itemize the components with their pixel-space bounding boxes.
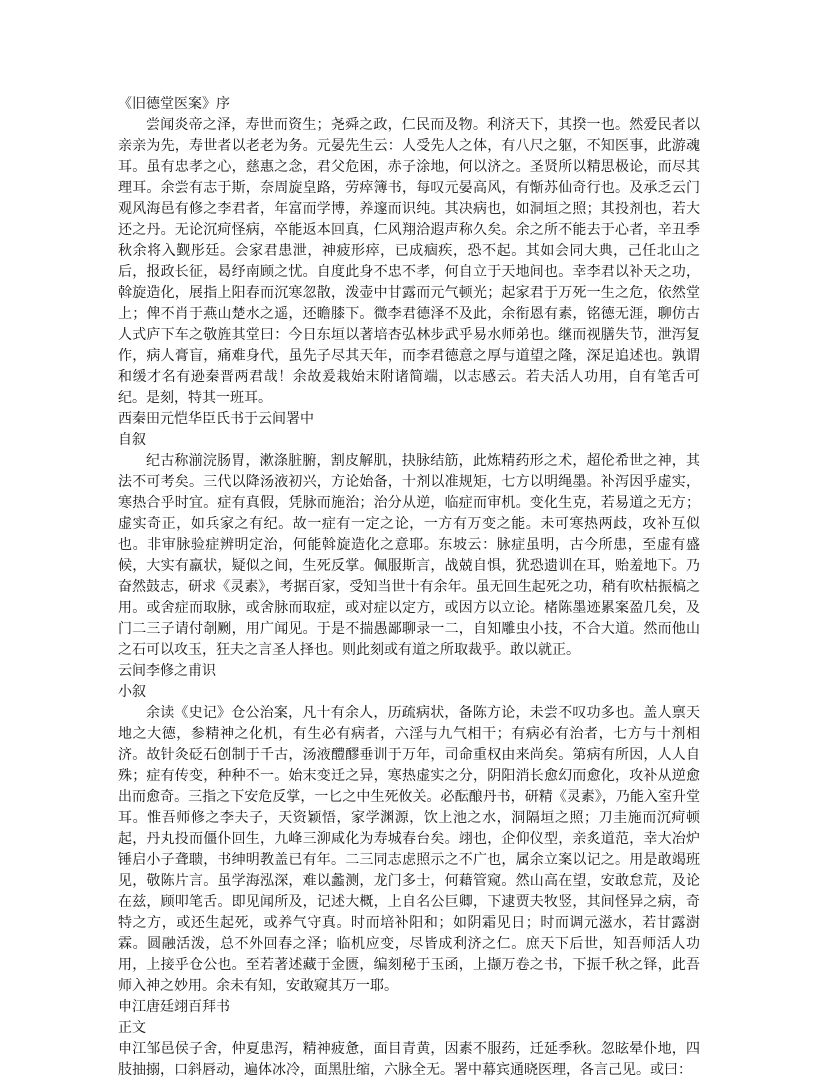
author-preface-section: [118, 430, 700, 682]
short-preface-paragraph: 余读《史记》仓公治案，凡十有余人，历疏病状，备陈方论，未尝不叹功多也。盖人禀天地之大德，参精神之化机，有生必有病者，六淫与九气相干；有病必有治者，七方与十剂相济。故针灸砭石创制于千古，汤液醴醪垂训于万年，司命重权由来尚矣。第病有所因，人人自殊；症有传变，种种不一。始末变迁之异，寒热虚实之分，阴阳消长愈幻而愈化，攻补从逆愈出而愈奇。三指之下安危反掌，一匕之中生死攸关。必酝酿丹书，研精《灵素》，乃能入室升堂耳。惟吾师修之李夫子，天资颖悟，家学渊源，饮上池之水，洞隔垣之照；刀圭施而沉疴顿起，丹丸投而僵仆回生，九峰三泖咸化为寿城春台矣。翊也，企仰仪型，亲炙道范，幸大冶炉锤启小子聋聩，书绅明教盖已有年。二三同志虑照示之不广也，属余立案以记之。用是敢竭班见，敬陈片言。虽学海泓深，难以蠡测，龙门多士，何藉管窥。然山高在望，安敢怠荒，及论在兹，顾叩笔舌。即见闻所及，记述大概，上自名公巨卿，下逮贾夫牧竖，其间怪异之病，奇特之方，或还生起死，或养气守真。时而培补阳和；如阴霜见日；时而调元滋水，若甘露澍霖。圆融活泼，总不外回春之泽；临机应变，尽皆成利济之仁。庶天下后世，知吾师活人功用，上接乎仓公也。至若著述藏于金匮，编刻秘于玉函，上撷万卷之书，下振千秋之铎，此吾师入神之妙用。余未有知，安敢窥其万一耶。: [118, 705, 700, 994]
preface-section: [118, 94, 700, 430]
preface-signature: 西秦田元恺华臣氏书于云间署中: [118, 411, 314, 427]
section-title-main-text: 正文: [118, 1020, 146, 1036]
main-text-paragraph: 申江邹邑侯子舍，仲夏患泻，精神疲惫，面目青黄，因素不服药，迁延季秋。忽眩晕仆地，四肢抽搦，口斜唇动，遍体冰冷，面黑肚缩，六脉全无。署中幕宾通晓医理，各言己见。或曰：: [118, 1041, 700, 1078]
section-title-preface: 《旧德堂医案》序: [118, 96, 230, 112]
preface-paragraph: 尝闻炎帝之泽，寿世而资生；尧舜之政，仁民而及物。利济天下，其揆一也。然爱民者以亲亲为先，寿世者以老老为务。元晏先生云：人受先人之体，有八尺之躯，不知医事，此游魂耳。虽有忠孝之心，慈惠之念，君父危困，赤子涂地，何以济之。圣贤所以精思极论，而尽其理耳。余尝有志于斯，奈周旋皇路，劳瘁簿书，每叹元晏高风，有惭苏仙奇行也。及承乏云门观风海邑有修之李君者，年富而学博，养邃而识纯。其决病也，如洞垣之照；其投剂也，若大还之丹。无论沉疴怪病，卒能返本回真，仁风翔洽遐声称久矣。余之所不能去于心者，辛丑季秋余将入觐彤廷。会家君患泄，神疲形瘁，已成痼疾，恐不起。其如会同大典，己任北山之后，报政长征，曷纾南顾之忧。自度此身不忠不孝，何自立于天地间也。幸李君以补天之功，斡旋造化，展指上阳春而沉寒忽散，泼壶中甘露而元气顿光；起家君于万死一生之危，依然堂上；俾不肖于燕山楚水之遥，还瞻膝下。微李君德泽不及此，余衔恩有素，铭德无涯，聊仿古人式庐下车之敬旌其堂曰：今日东垣以著培杏弘林步武乎易水师弟也。继而视膳失节，泄泻复作，病人膏盲，痛难身代，虽先子尽其天年，而李君德意之厚与道望之隆，深足追述也。孰谓和缓才名有逊秦晋两君哉！余故爰栽始末附诸简端，以志感云。若夫活人功用，自有笔舌可纪。是刻，特其一班耳。: [118, 117, 700, 406]
main-text-section: [118, 1018, 700, 1081]
short-preface-signature: 申江唐廷翊百拜书: [118, 999, 230, 1015]
document-page: [118, 94, 700, 1081]
section-title-author-preface: 自叙: [118, 432, 146, 448]
author-preface-paragraph: 纪古称湔浣肠胃，漱涤脏腑，割皮解肌，抉脉结筋，此炼精药形之术，超伦希世之神，其法不可考矣。三代以降汤液初兴，方论始备，十剂以准规矩，七方以明绳墨。补泻因乎虚实，寒热合乎时宜。症有真假，凭脉而施治；治分从逆，临症而审机。变化生克，若易道之无方；虚实奇正，如兵家之有纪。故一症有一定之论，一方有万变之能。未可寒热两歧，攻补互似也。非审脉验症辨明定治，何能斡旋造化之意耶。东坡云：脉症虽明，古今所患，至虚有盛候，大实有羸状，疑似之间，生死反掌。佩服斯言，战兢自惧，犹恐遗训在耳，贻羞地下。乃奋然鼓志，研求《灵素》，考据百家，受知当世十有余年。虽无回生起死之功，稍有吹枯振槁之用。或舍症而取脉，或舍脉而取症，或对症以定方，或因方以立论。楮陈墨迹累案盈几矣，及门二三子请付剞劂，用广闻见。于是不揣愚鄙聊录一二，自知雕虫小技，不合大道。然而他山之石可以攻玉，狂夫之言圣人择也。则此刻或有道之所取裁乎。敢以就正。: [118, 453, 700, 658]
author-preface-signature: 云间李修之甫识: [118, 663, 216, 679]
section-title-short-preface: 小叙: [118, 684, 146, 700]
short-preface-section: [118, 682, 700, 1018]
